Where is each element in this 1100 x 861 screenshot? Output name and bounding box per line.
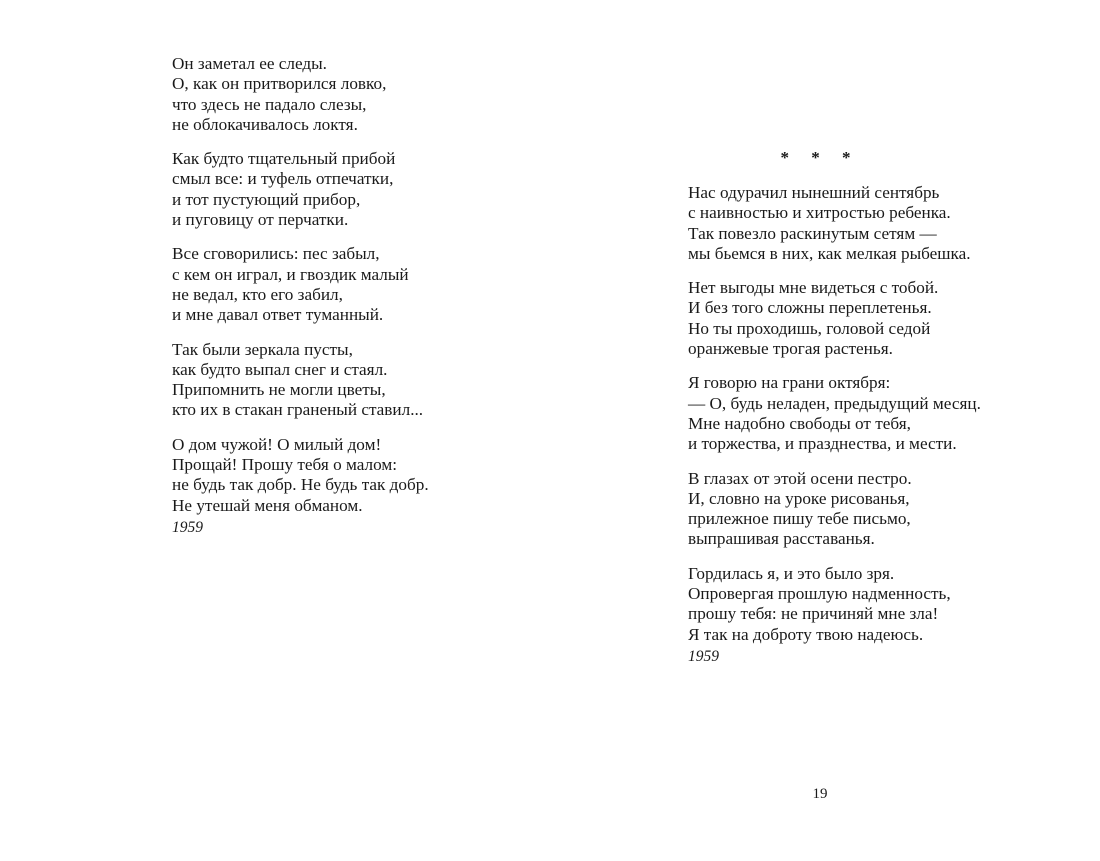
poem-line: оранжевые трогая растенья. <box>688 339 893 359</box>
poem-line: и тот пустующий прибор, <box>172 189 361 209</box>
poem-left <box>172 54 429 552</box>
stanza-3 <box>172 244 429 325</box>
stanza-4 <box>172 340 429 421</box>
stanza-1 <box>688 183 981 264</box>
poem-line: и торжества, и празднества, и мести. <box>688 434 957 454</box>
poem-line: выпрашивая расставанья. <box>688 529 875 549</box>
poem-line: Нет выгоды мне видеться с тобой. <box>688 278 939 298</box>
poem-line: Я так на доброту твою надеюсь. <box>688 624 924 644</box>
poem-line: мы бьемся в них, как мелкая рыбешка. <box>688 243 971 263</box>
poem-line: О дом чужой! О милый дом! <box>172 434 382 454</box>
stanza-2 <box>172 149 429 230</box>
right-page <box>550 0 1100 861</box>
stanza-1 <box>172 54 429 135</box>
poem-line: не облокачивалось локтя. <box>172 114 358 134</box>
stanza-5 <box>688 564 981 667</box>
poem-line: В глазах от этой осени пестро. <box>688 468 912 488</box>
stanza-2 <box>688 278 981 359</box>
poem-line: — О, будь неладен, предыдущий месяц. <box>688 393 981 413</box>
poem-year: 1959 <box>688 647 719 665</box>
poem-line: Прощай! Прошу тебя о малом: <box>172 455 397 475</box>
poem-line: и пуговицу от перчатки. <box>172 210 349 230</box>
poem-right <box>688 183 981 681</box>
poem-line: прошу тебя: не причиняй мне зла! <box>688 604 939 624</box>
poem-line: что здесь не падало слезы, <box>172 94 367 114</box>
page-number: 19 <box>812 786 828 802</box>
poem-line: Я говорю на грани октября: <box>688 373 891 393</box>
poem-line: Так повезло раскинутым сетям — <box>688 223 937 243</box>
stanza-4 <box>688 469 981 550</box>
poem-line: Но ты проходишь, головой седой <box>688 318 931 338</box>
poem-line: с наивностью и хитростью ребенка. <box>688 203 951 223</box>
poem-line: Припомнить не могли цветы, <box>172 380 386 400</box>
poem-line: и мне давал ответ туманный. <box>172 305 384 325</box>
poem-line: с кем он играл, и гвоздик малый <box>172 264 409 284</box>
poem-line: И, словно на уроке рисованья, <box>688 488 910 508</box>
poem-line: Мне надобно свободы от тебя, <box>688 413 911 433</box>
poem-line: Не утешай меня обманом. <box>172 495 363 515</box>
poem-line: Нас одурачил нынешний сентябрь <box>688 183 940 202</box>
poem-line: Гордилась я, и это было зря. <box>688 563 895 583</box>
poem-line: О, как он притворился ловко, <box>172 74 387 94</box>
section-separator: * * * <box>780 148 860 167</box>
stanza-5 <box>172 435 429 538</box>
poem-line: не будь так добр. Не будь так добр. <box>172 475 429 495</box>
poem-line: Все сговорились: пес забыл, <box>172 244 380 264</box>
poem-line: прилежное пишу тебе письмо, <box>688 509 911 529</box>
poem-year: 1959 <box>172 518 203 536</box>
poem-line: не ведал, кто его забил, <box>172 284 343 304</box>
poem-line: Он заметал ее следы. <box>172 54 327 73</box>
poem-line: как будто выпал снег и стаял. <box>172 359 388 379</box>
poem-line: Опровергая прошлую надменность, <box>688 584 951 604</box>
poem-line: Как будто тщательный прибой <box>172 149 396 169</box>
poem-line: И без того сложны переплетенья. <box>688 298 932 318</box>
poem-line: кто их в стакан граненый ставил... <box>172 400 424 420</box>
stanza-3 <box>688 373 981 454</box>
poem-line: Так были зеркала пусты, <box>172 339 353 359</box>
poem-line: смыл все: и туфель отпечатки, <box>172 169 394 189</box>
